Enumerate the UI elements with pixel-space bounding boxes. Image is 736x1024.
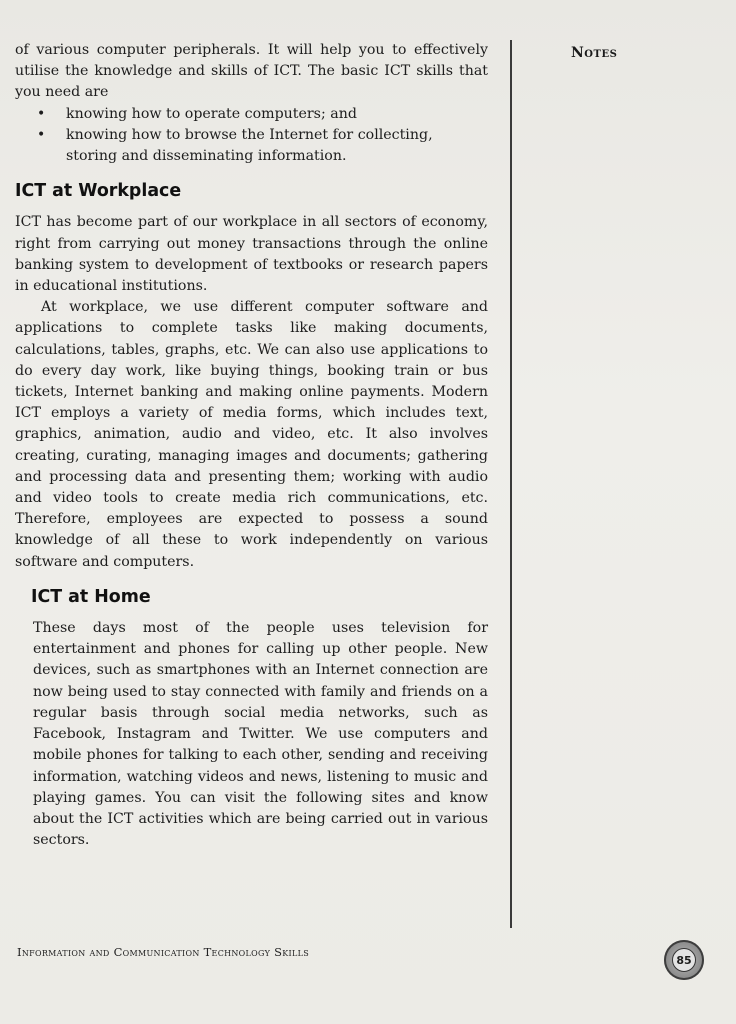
list-item-text: knowing how to operate computers; and [66, 105, 357, 122]
heading-home: ICT at Home [31, 586, 151, 607]
main-column [15, 40, 488, 851]
intro-paragraph: of various computer peripherals. It will help you to effectively utilise the knowledge and skills of ICT. The basic ICT skills that you need are [15, 42, 488, 101]
skills-list [15, 104, 488, 168]
list-item [37, 125, 488, 167]
home-section [15, 618, 488, 851]
list-item [37, 104, 488, 125]
heading-workplace: ICT at Workplace [15, 181, 182, 202]
column-divider [510, 40, 512, 928]
footer-title: Information and Communication Technology Skills [17, 945, 310, 959]
notes-label: Notes [571, 45, 618, 61]
workplace-paragraph-1: ICT has become part of our workplace in all sectors of economy, right from carrying out money transactions through the online banking system to development of textbooks or research papers in educational institutions. [15, 214, 488, 295]
page-number: 85 [672, 948, 696, 972]
home-paragraph-1: These days most of the people uses television for entertainment and phones for calling up other people. New devices, such as smartphones with an Internet connection are now being used to stay connected with family and friends on a regular basis through social media networks, such as Facebook, Instagram and Twitter. We use computers and mobile phones for talking to each other, sending and receiving information, watching videos and news, listening to music and playing games. You can visit the following sites and know about the ICT activities which are being carried out in various sectors. [33, 620, 488, 849]
bullet-icon: • [37, 105, 46, 122]
page-number-badge [664, 940, 704, 980]
workplace-paragraph-2: At workplace, we use different computer software and applications to complete tasks like making documents, calculations, tables, graphs, etc. We can also use applications to do every day work, like buying things, booking train or bus tickets, Internet banking and making online payments. Modern ICT employs a variety of media forms, which includes text, graphics, animation, audio and video, etc. It also involves creating, curating, managing images and documents; gathering and processing data and presenting them; working with audio and video tools to create media rich communications, etc. Therefore, employees are expected to possess a sound knowledge of all these to work independently on various software and computers. [15, 299, 488, 570]
bullet-icon: • [37, 126, 46, 143]
list-item-text: knowing how to browse the Internet for collecting, storing and disseminating information. [66, 126, 433, 165]
